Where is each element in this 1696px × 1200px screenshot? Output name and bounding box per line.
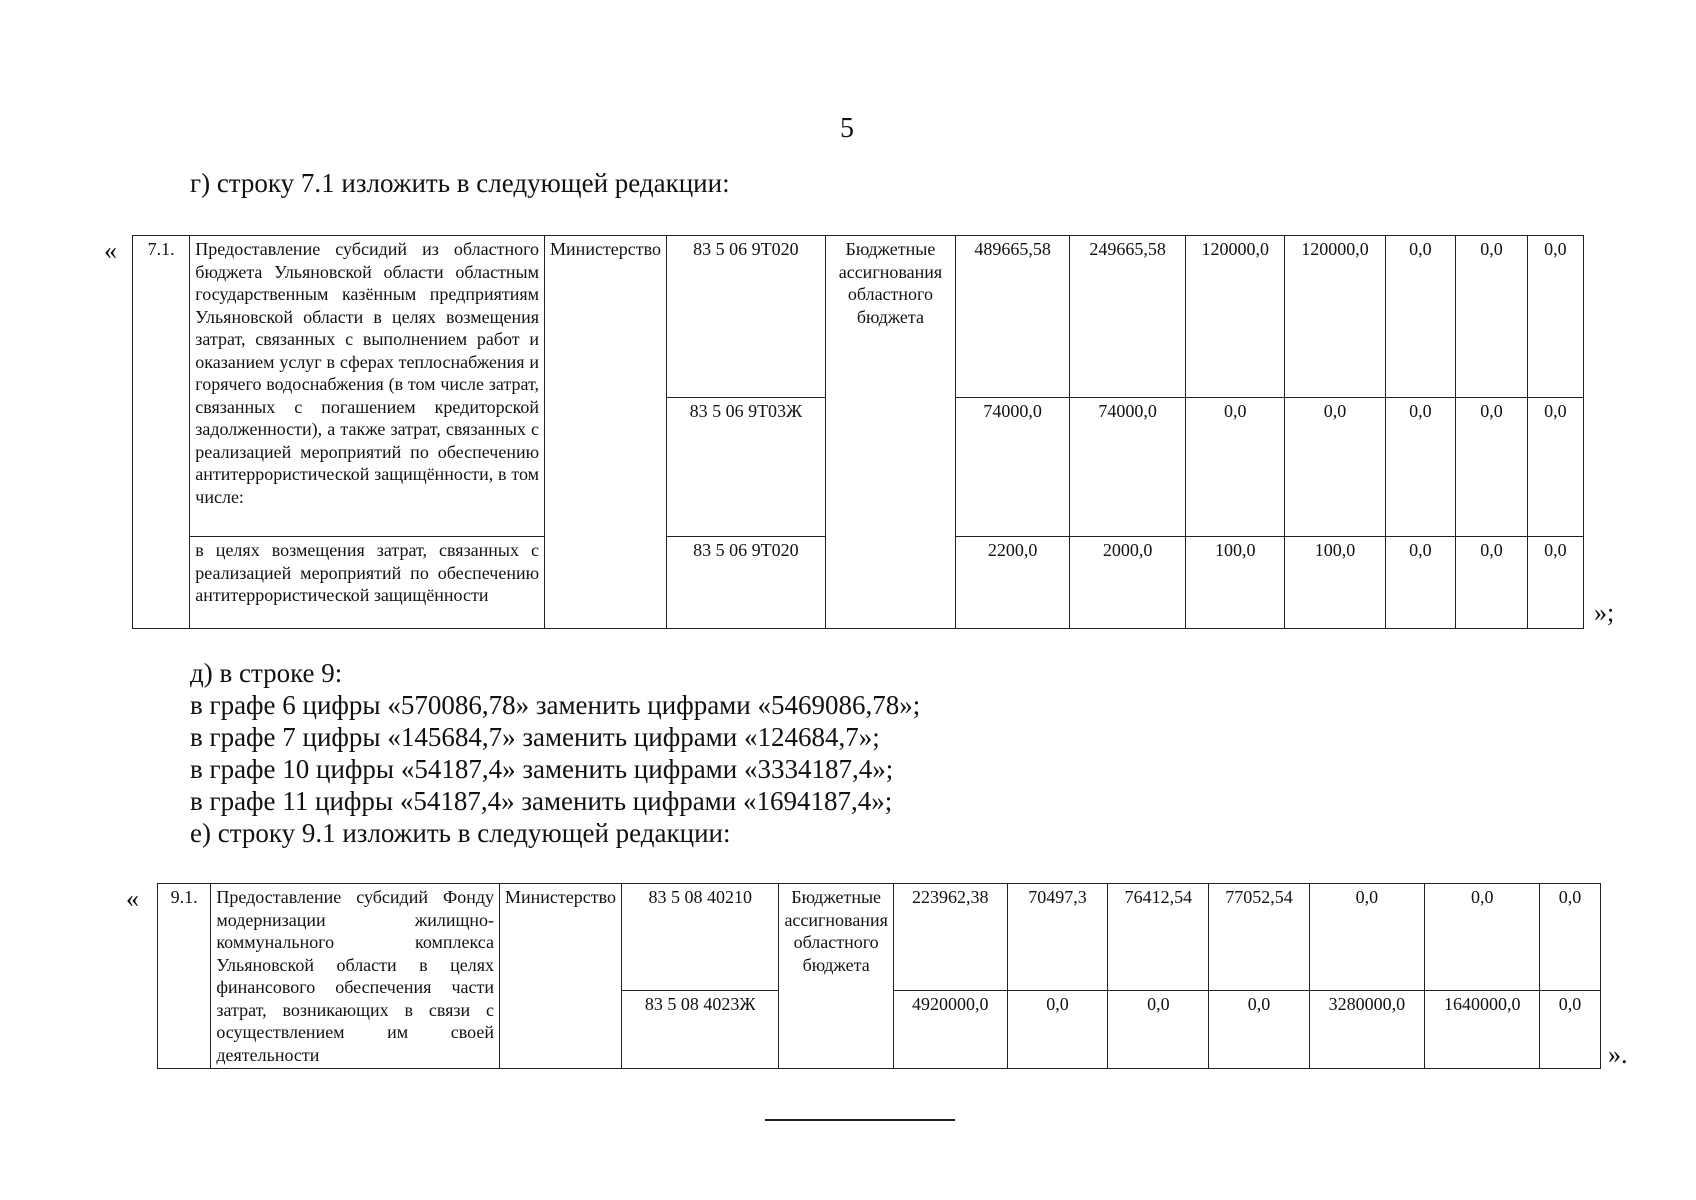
paragraph-d-4: в графе 11 цифры «54187,4» заменить цифрами «1694187,4»;	[190, 786, 893, 816]
value-cell: 0,0	[1540, 991, 1601, 1069]
row-name: Предоставление субсидий из областного бюджета Ульяновской области областным государственным казённым предприятиям Ульяновской области в целях возмещения затрат, связанных с выполнением работ и оказанием услуг в сферах теплоснабжения и горячего водоснабжения (в том числе затрат, связанных с погашением кредиторской задолженности), а также затрат, связанных с реализацией мероприятий по обеспечению антитеррористической защищённости, в том числе:	[190, 236, 545, 537]
value-cell: 100,0	[1186, 537, 1285, 629]
value-cell: 0,0	[1456, 236, 1528, 398]
value-cell: 3280000,0	[1309, 991, 1425, 1069]
value-cell: 120000,0	[1285, 236, 1385, 398]
value-cell: 0,0	[1425, 884, 1540, 991]
code-cell: 83 5 06 9Т03Ж	[667, 398, 826, 537]
value-cell: 0,0	[1527, 398, 1583, 537]
source-cell: Бюджетные ассигнования областного бюджета	[779, 884, 893, 1069]
open-quote-71: «	[104, 236, 117, 265]
value-cell: 0,0	[1007, 991, 1108, 1069]
value-cell: 0,0	[1209, 991, 1309, 1069]
value-cell: 0,0	[1456, 537, 1528, 629]
value-cell: 74000,0	[956, 398, 1070, 537]
open-quote-91: «	[126, 884, 139, 913]
close-quote-91: ».	[1608, 1040, 1628, 1069]
close-quote-71: »;	[1594, 598, 1615, 627]
table-row-9-1	[157, 883, 1601, 1069]
paragraph-e: е) строку 9.1 изложить в следующей редакции:	[190, 818, 731, 848]
value-cell: 77052,54	[1209, 884, 1309, 991]
value-cell: 489665,58	[956, 236, 1070, 398]
paragraph-d-2: в графе 7 цифры «145684,7» заменить цифрами «124684,7»;	[190, 722, 880, 752]
paragraph-d-1: в графе 6 цифры «570086,78» заменить цифрами «5469086,78»;	[190, 690, 921, 720]
source-cell: Бюджетные ассигнования областного бюджета	[825, 236, 955, 629]
row-subname: в целях возмещения затрат, связанных с реализацией мероприятий по обеспечению антитеррористической защищённости	[190, 537, 545, 629]
page-number: 5	[840, 113, 854, 144]
executor-cell: Министерство	[545, 236, 667, 629]
code-cell: 83 5 06 9Т020	[667, 236, 826, 398]
row-number: 7.1.	[133, 236, 190, 629]
value-cell: 0,0	[1186, 398, 1285, 537]
end-separator-line	[765, 1119, 955, 1121]
value-cell: 223962,38	[893, 884, 1007, 991]
value-cell: 1640000,0	[1425, 991, 1540, 1069]
value-cell: 120000,0	[1186, 236, 1285, 398]
value-cell: 249665,58	[1070, 236, 1186, 398]
value-cell: 74000,0	[1070, 398, 1186, 537]
code-cell: 83 5 08 4023Ж	[621, 991, 778, 1069]
value-cell: 0,0	[1540, 884, 1601, 991]
executor-cell: Министерство	[499, 884, 621, 1069]
value-cell: 0,0	[1527, 537, 1583, 629]
value-cell: 76412,54	[1108, 884, 1209, 991]
value-cell: 0,0	[1108, 991, 1209, 1069]
value-cell: 0,0	[1456, 398, 1528, 537]
paragraph-d: д) в строке 9:	[190, 658, 343, 688]
code-cell: 83 5 08 40210	[621, 884, 778, 991]
code-cell: 83 5 06 9Т020	[667, 537, 826, 629]
value-cell: 0,0	[1309, 884, 1425, 991]
paragraph-d-3: в графе 10 цифры «54187,4» заменить цифрами «3334187,4»;	[190, 754, 894, 784]
value-cell: 100,0	[1285, 537, 1385, 629]
value-cell: 0,0	[1385, 537, 1456, 629]
value-cell: 2200,0	[956, 537, 1070, 629]
value-cell: 4920000,0	[893, 991, 1007, 1069]
table-row-7-1	[132, 235, 1584, 629]
value-cell: 0,0	[1385, 398, 1456, 537]
row-name: Предоставление субсидий Фонду модернизации жилищно-коммунального комплекса Ульяновской области в целях финансового обеспечения части затрат, возникающих в связи с осуществлением им своей деятельности	[211, 884, 500, 1069]
row-number: 9.1.	[158, 884, 211, 1069]
value-cell: 0,0	[1385, 236, 1456, 398]
value-cell: 0,0	[1527, 236, 1583, 398]
value-cell: 70497,3	[1007, 884, 1108, 991]
value-cell: 2000,0	[1070, 537, 1186, 629]
value-cell: 0,0	[1285, 398, 1385, 537]
paragraph-g: г) строку 7.1 изложить в следующей редакции:	[190, 168, 730, 198]
